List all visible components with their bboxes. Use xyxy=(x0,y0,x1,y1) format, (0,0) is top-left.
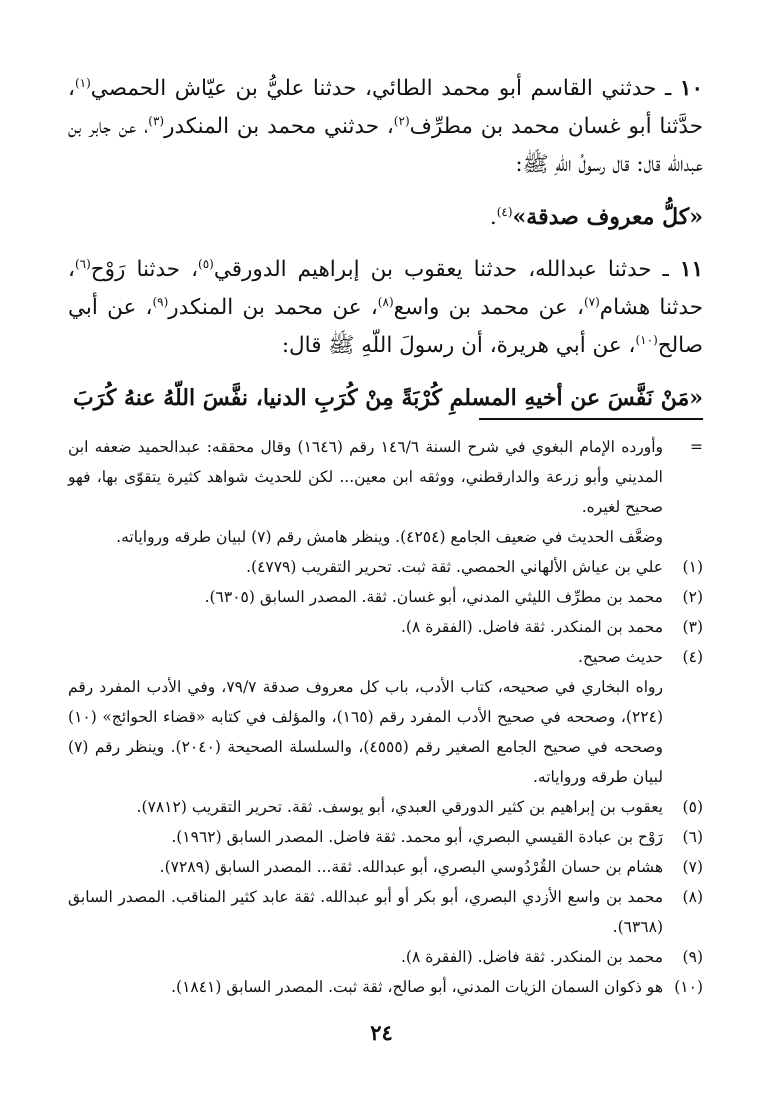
footnote-ref: (١) xyxy=(74,75,91,90)
footnote-ref: (٨) xyxy=(377,294,394,309)
footnote-10 xyxy=(68,972,703,1002)
text-segment: ، عن جابر بن عبدالله قال: قال رسولُ اللّهِ ﷺ: xyxy=(68,114,703,177)
text-segment: ـ حدثنا عبدالله، حدثنا يعقوب بن إبراهيم الدورقي xyxy=(213,257,680,282)
page-number: ٢٤ xyxy=(370,1020,393,1045)
hadith-end: . xyxy=(489,205,497,230)
footnote-ref: (٢) xyxy=(393,113,410,128)
footnote-ref: (٤) xyxy=(496,204,513,219)
main-text xyxy=(68,70,703,418)
footnote-text: محمد بن المنكدر. ثقة فاضل. (الفقرة ٨). xyxy=(400,618,663,636)
footnote-marker: = xyxy=(690,438,703,456)
footnote-7 xyxy=(68,852,703,882)
footnote-1 xyxy=(68,552,703,582)
paragraph-10 xyxy=(68,70,703,184)
footnote-marker: (٥) xyxy=(682,798,703,816)
footnote-8 xyxy=(68,882,703,942)
paragraph-number: ١١ xyxy=(679,257,703,282)
hadith-10 xyxy=(68,198,703,237)
footnote-4 xyxy=(68,642,703,672)
footnote-marker: (٦) xyxy=(682,828,703,846)
footnote-marker: (٨) xyxy=(682,888,703,906)
footnote-continuation-line xyxy=(68,522,703,552)
hadith-text: «مَنْ نَفَّسَ عن أخيهِ المسلمِ كُرْبَةً مِنْ كُرَبِ الدنيا، نفَّسَ اللّهُ عنهُ كُرَبَ xyxy=(73,385,703,411)
footnotes xyxy=(68,432,703,1002)
hadith-text: «كلُّ معروف صدقة» xyxy=(512,204,703,230)
footnote-text: حديث صحيح. xyxy=(578,648,663,666)
footnote-text: محمد بن المنكدر. ثقة فاضل. (الفقرة ٨). xyxy=(400,948,663,966)
footnote-5 xyxy=(68,792,703,822)
footnote-ref: (٣) xyxy=(148,113,165,128)
text-segment: ، حدثنا هشام xyxy=(68,257,703,320)
paragraph-number: ١٠ xyxy=(679,76,703,101)
footnote-text: هو ذكوان السمان الزيات المدني، أبو صالح، ثقة ثبت. المصدر السابق (١٨٤١). xyxy=(171,978,663,996)
footnote-marker: (٤) xyxy=(682,648,703,666)
text-segment: ، حدَّثنا أبو غسان محمد بن مطرِّف xyxy=(68,76,703,139)
footnote-text: هشام بن حسان القُرْدُوسي البصري، أبو عبدالله. ثقة... المصدر السابق (٧٢٨٩). xyxy=(159,858,663,876)
footnote-text: علي بن عياش الألهاني الحمصي. ثقة ثبت. تحرير التقريب (٤٧٧٩). xyxy=(246,558,663,576)
footnote-marker: (٧) xyxy=(682,858,703,876)
footnote-text: رواه البخاري في صحيحه، كتاب الأدب، باب كل معروف صدقة ٧٩/٧، وفي الأدب المفرد رقم (٢٢٤)، وصححه في صحيح الأدب المفرد رقم (١٦٥)، والمؤلف في كتابه «قضاء الحوائج» (١٠) وصححه في صحيح الجامع الصغير رقم (٤٥٥٥)، والسلسلة الصحيحة (٢٠٤٠). وينظر رقم (٧) لبيان طرقه ورواياته. xyxy=(68,678,664,786)
text-segment: ، حدثنا رَوْح xyxy=(90,257,199,282)
footnote-ref: (٩) xyxy=(152,294,169,309)
footnote-ref: (١٠) xyxy=(635,332,658,347)
text-segment: ، حدثني محمد بن المنكدر xyxy=(164,114,394,139)
paragraph-11 xyxy=(68,251,703,365)
footnote-separator xyxy=(479,418,703,420)
footnote-text: وأورده الإمام البغوي في شرح السنة ١٤٦/٦ رقم (١٦٤٦) وقال محققه: عبدالحميد ضعفه ابن المديني وأبو زرعة والدارقطني، ووثقه ابن معين... لكن للحديث شواهد كثيرة يتقوّى بها، فهو صحيح لغيره. xyxy=(68,438,663,516)
footnote-4-continuation xyxy=(68,672,703,792)
footnote-text: وضعَّف الحديث في ضعيف الجامع (٤٢٥٤). وينظر هامش رقم (٧) لبيان طرقه ورواياته. xyxy=(116,528,663,546)
footnote-continuation xyxy=(68,432,703,522)
text-segment: ـ حدثني القاسم أبو محمد الطائي، حدثنا عليُّ بن عيّاش الحمصي xyxy=(90,76,680,101)
hadith-11 xyxy=(68,379,703,418)
footnote-ref: (٥) xyxy=(198,256,214,271)
footnote-ref: (٦) xyxy=(74,256,91,271)
footnote-marker: (٣) xyxy=(682,618,703,636)
footnote-6 xyxy=(68,822,703,852)
footnote-marker: (٢) xyxy=(682,588,703,606)
footnote-9 xyxy=(68,942,703,972)
footnote-text: رَوْح بن عبادة القيسي البصري، أبو محمد. ثقة فاضل. المصدر السابق (١٩٦٢). xyxy=(171,828,663,846)
footnote-3 xyxy=(68,612,703,642)
text-segment: ، عن محمد بن المنكدر xyxy=(168,295,378,320)
text-segment: ، عن محمد بن واسع xyxy=(393,295,584,320)
text-segment: ، عن أبي هريرة، أن رسولَ اللّهِ ﷺ قال: xyxy=(281,333,636,358)
footnote-marker: (١) xyxy=(682,558,703,576)
footnote-text: يعقوب بن إبراهيم بن كثير الدورقي العبدي، أبو يوسف. ثقة. تحرير التقريب (٧٨١٢). xyxy=(136,798,663,816)
text-segment: ، عن أبي صالح xyxy=(68,295,703,358)
footnote-marker: (٩) xyxy=(682,948,703,966)
footnote-text: محمد بن واسع الأزدي البصري، أبو بكر أو أبو عبدالله. ثقة عابد كثير المناقب. المصدر السابق (٦٣٦٨). xyxy=(68,888,663,936)
footnote-text: محمد بن مطرِّف الليثي المدني، أبو غسان. ثقة. المصدر السابق (٦٣٠٥). xyxy=(204,588,663,606)
footnote-2 xyxy=(68,582,703,612)
footnote-ref: (٧) xyxy=(583,294,600,309)
footnote-marker: (١٠) xyxy=(674,978,703,996)
